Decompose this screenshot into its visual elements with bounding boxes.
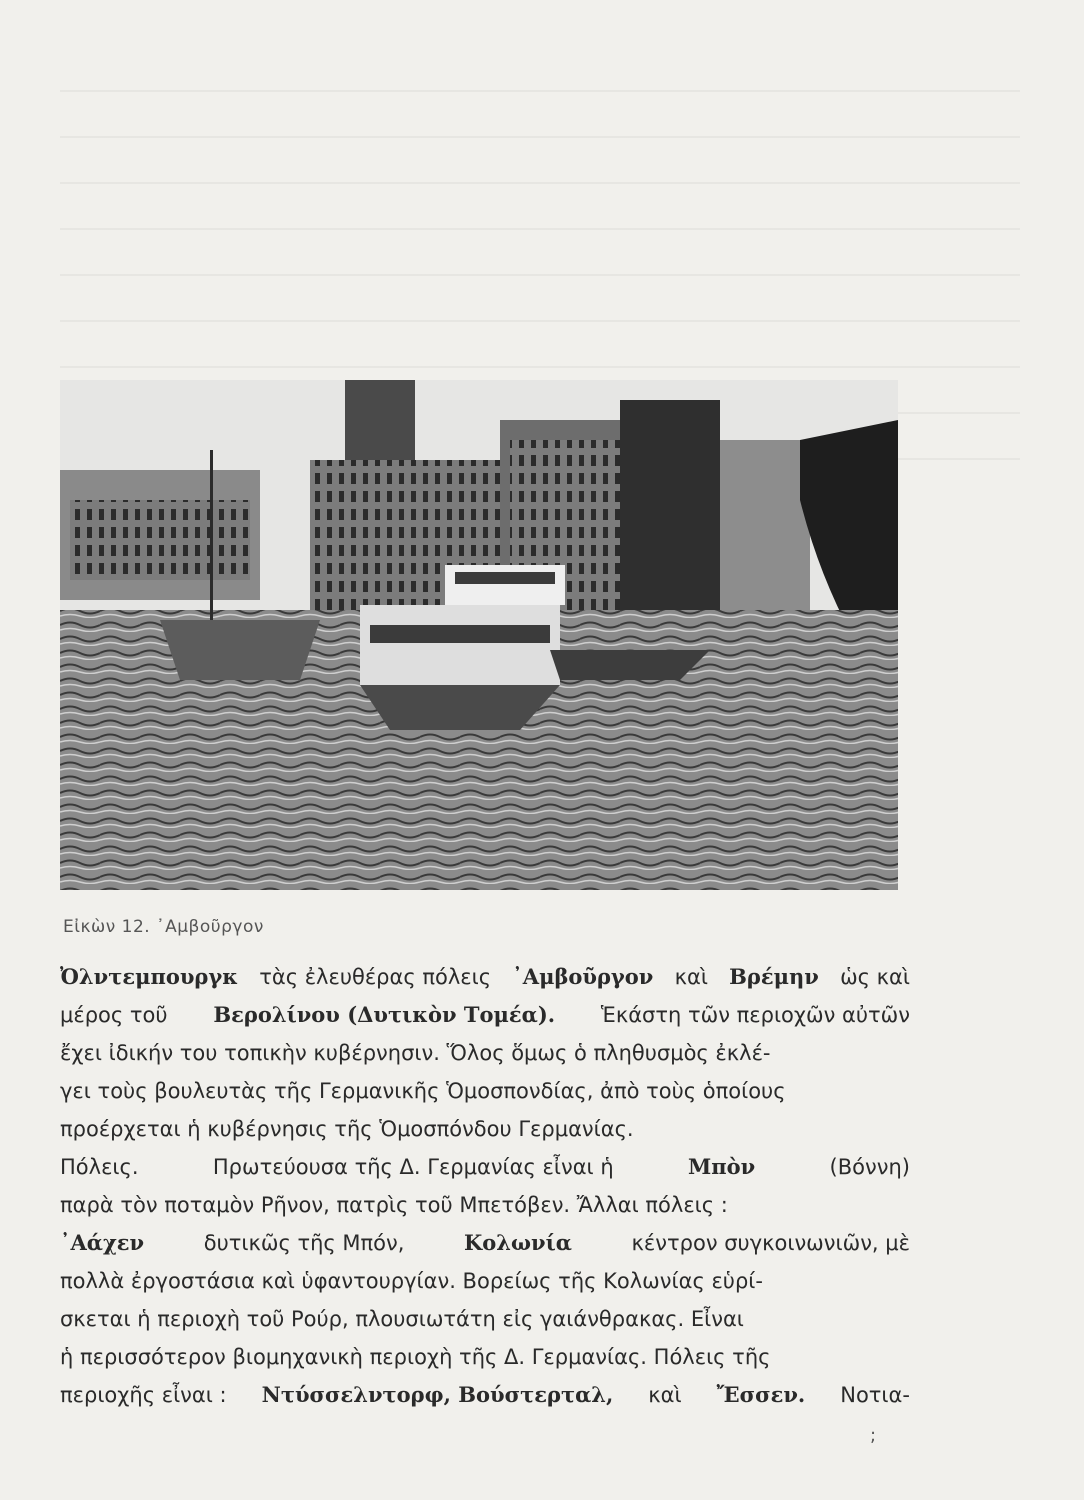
text-segment: καὶ xyxy=(648,1383,682,1407)
text-segment: προέρχεται ἡ κυβέρνησις τῆς Ὁμοσπόνδου Γερμανίας. xyxy=(60,1117,634,1141)
text-segment: πολλὰ ἐργοστάσια καὶ ὑφαντουργίαν. Βορείως τῆς Κολωνίας εὑρί- xyxy=(60,1269,763,1293)
text-segment: τὰς ἐλευθέρας πόλεις xyxy=(259,965,492,989)
figure-caption: Εἰκὼν 12. ᾿Αμβοῦργον xyxy=(63,917,264,937)
text-segment: Πρωτεύουσα τῆς Δ. Γερμανίας εἶναι ἡ xyxy=(212,1155,614,1179)
text-line xyxy=(60,1148,910,1186)
text-segment: παρὰ τὸν ποταμὸν Ρῆνον, πατρὶς τοῦ Μπετόβεν. Ἄλλαι πόλεις : xyxy=(60,1193,728,1217)
text-line xyxy=(60,1072,910,1110)
bold-term: ᾿Αμβοῦργον xyxy=(512,964,654,989)
text-segment: περιοχῆς εἶναι : xyxy=(60,1383,227,1407)
text-line xyxy=(60,1034,910,1072)
text-segment: ὡς καὶ xyxy=(840,965,910,989)
text-segment: σκεται ἡ περιοχὴ τοῦ Ρούρ, πλουσιωτάτη εἰς γαιάνθρακας. Εἶναι xyxy=(60,1307,744,1331)
bold-term: ᾿Αάχεν xyxy=(60,1230,145,1255)
text-line xyxy=(60,1376,910,1414)
page-mark: ; xyxy=(870,1425,877,1446)
bold-term: Βερολίνου (Δυτικὸν Τομέα). xyxy=(213,1002,556,1027)
bold-term: Κολωνία xyxy=(464,1230,572,1255)
text-segment: καὶ xyxy=(674,965,708,989)
text-segment: κέντρον συγκοινωνιῶν, μὲ xyxy=(631,1231,910,1255)
text-segment: δυτικῶς τῆς Μπόν, xyxy=(203,1231,405,1255)
text-line xyxy=(60,1300,910,1338)
harbor-photo xyxy=(60,380,898,890)
text-segment: (Βόννη) xyxy=(829,1155,910,1179)
text-line xyxy=(60,1186,910,1224)
bold-term: Ντύσσελντορφ, Βούστερταλ, xyxy=(261,1382,614,1407)
bold-term: Ἔσσεν. xyxy=(716,1382,806,1407)
body-paragraph xyxy=(60,958,910,1414)
harbor-illustration xyxy=(60,380,898,890)
text-line xyxy=(60,1110,910,1148)
text-segment: Ἑκάστη τῶν περιοχῶν αὐτῶν xyxy=(600,1003,910,1027)
text-line xyxy=(60,1338,910,1376)
text-line xyxy=(60,958,910,996)
bold-term: Βρέμην xyxy=(729,964,819,989)
bold-term: Ὀλντεμπουργκ xyxy=(60,964,238,989)
text-line xyxy=(60,1224,910,1262)
text-segment: Πόλεις. xyxy=(60,1155,139,1179)
text-segment: ἡ περισσότερον βιομηχανικὴ περιοχὴ τῆς Δ. Γερμανίας. Πόλεις τῆς xyxy=(60,1345,771,1369)
text-segment: μέρος τοῦ xyxy=(60,1003,168,1027)
bold-term: Μπὸν xyxy=(687,1154,756,1179)
text-line xyxy=(60,1262,910,1300)
text-segment: Νοτια- xyxy=(840,1383,910,1407)
text-segment: ἔχει ἰδικήν του τοπικὴν κυβέρνησιν. Ὅλος ὅμως ὁ πληθυσμὸς ἐκλέ- xyxy=(60,1041,771,1065)
text-segment: γει τοὺς βουλευτὰς τῆς Γερμανικῆς Ὁμοσπονδίας, ἀπὸ τοὺς ὁποίους xyxy=(60,1079,786,1103)
text-line xyxy=(60,996,910,1034)
